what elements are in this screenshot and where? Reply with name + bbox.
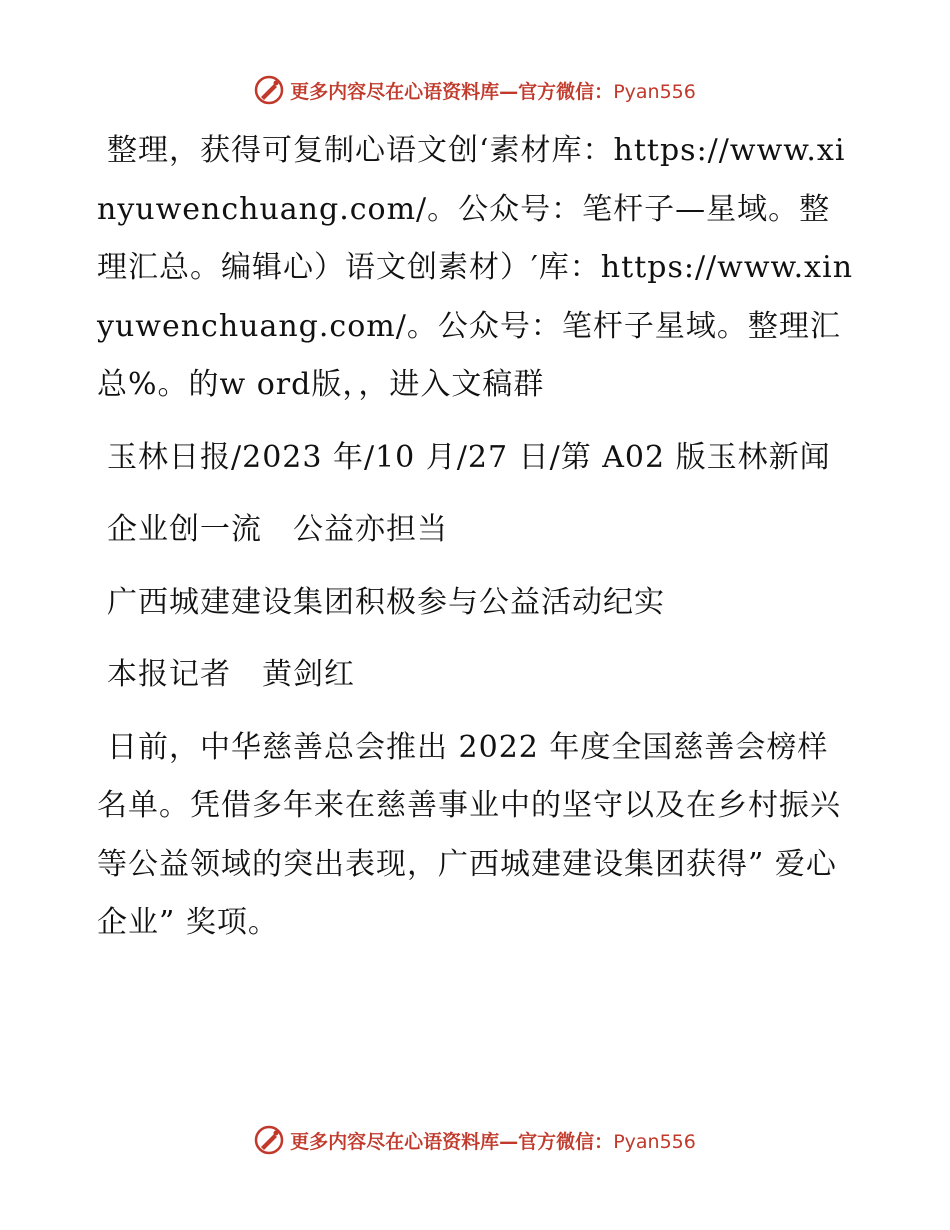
footer-wechat-id: Pyan556 [613,1130,696,1153]
header-wechat-id: Pyan556 [613,80,696,103]
byline: 本报记者 黄剑红 [107,657,355,692]
header-banner-title: 更多内容尽在心语资料库 [290,80,500,103]
pen-logo-icon [254,75,284,105]
footer-banner-title: 更多内容尽在心语资料库 [290,1130,500,1153]
article-subheadline: 广西城建建设集团积极参与公益活动纪实 [107,584,665,620]
footer-banner-separator: —官方微信： [499,1130,614,1153]
article-paragraph: 日前，中华慈善总会推出 2022 年度全国慈善会榜样名单。凭借多年来在慈善事业中的坚守以及在乡村振兴等公益领域的突出表现，广西城建建设集团获得” 爱心企业” 奖项。 [97,729,841,940]
document-body [97,122,857,967]
header-banner-text [290,77,696,104]
footer-banner-text [290,1127,696,1154]
intro-paragraph: 整理，获得可复制心语文创‘素材库：https://www.xinyuwenchuang.com/。公众号：笔杆子—星域。整理汇总。编辑心）语文创素材）′库：https://www.xinyuwenchuang.com/。公众号：笔杆子星域。整理汇总%。的w ord版，，进入文稿群 [97,133,854,402]
pen-logo-icon [254,1125,284,1155]
header-banner [0,70,950,110]
article-headline: 企业创一流 公益亦担当 [107,512,448,547]
source-line: 玉林日报/2023 年/10 月/27 日/第 A02 版玉林新闻 [107,439,831,475]
footer-banner [0,1120,950,1160]
header-banner-separator: —官方微信： [499,80,614,103]
